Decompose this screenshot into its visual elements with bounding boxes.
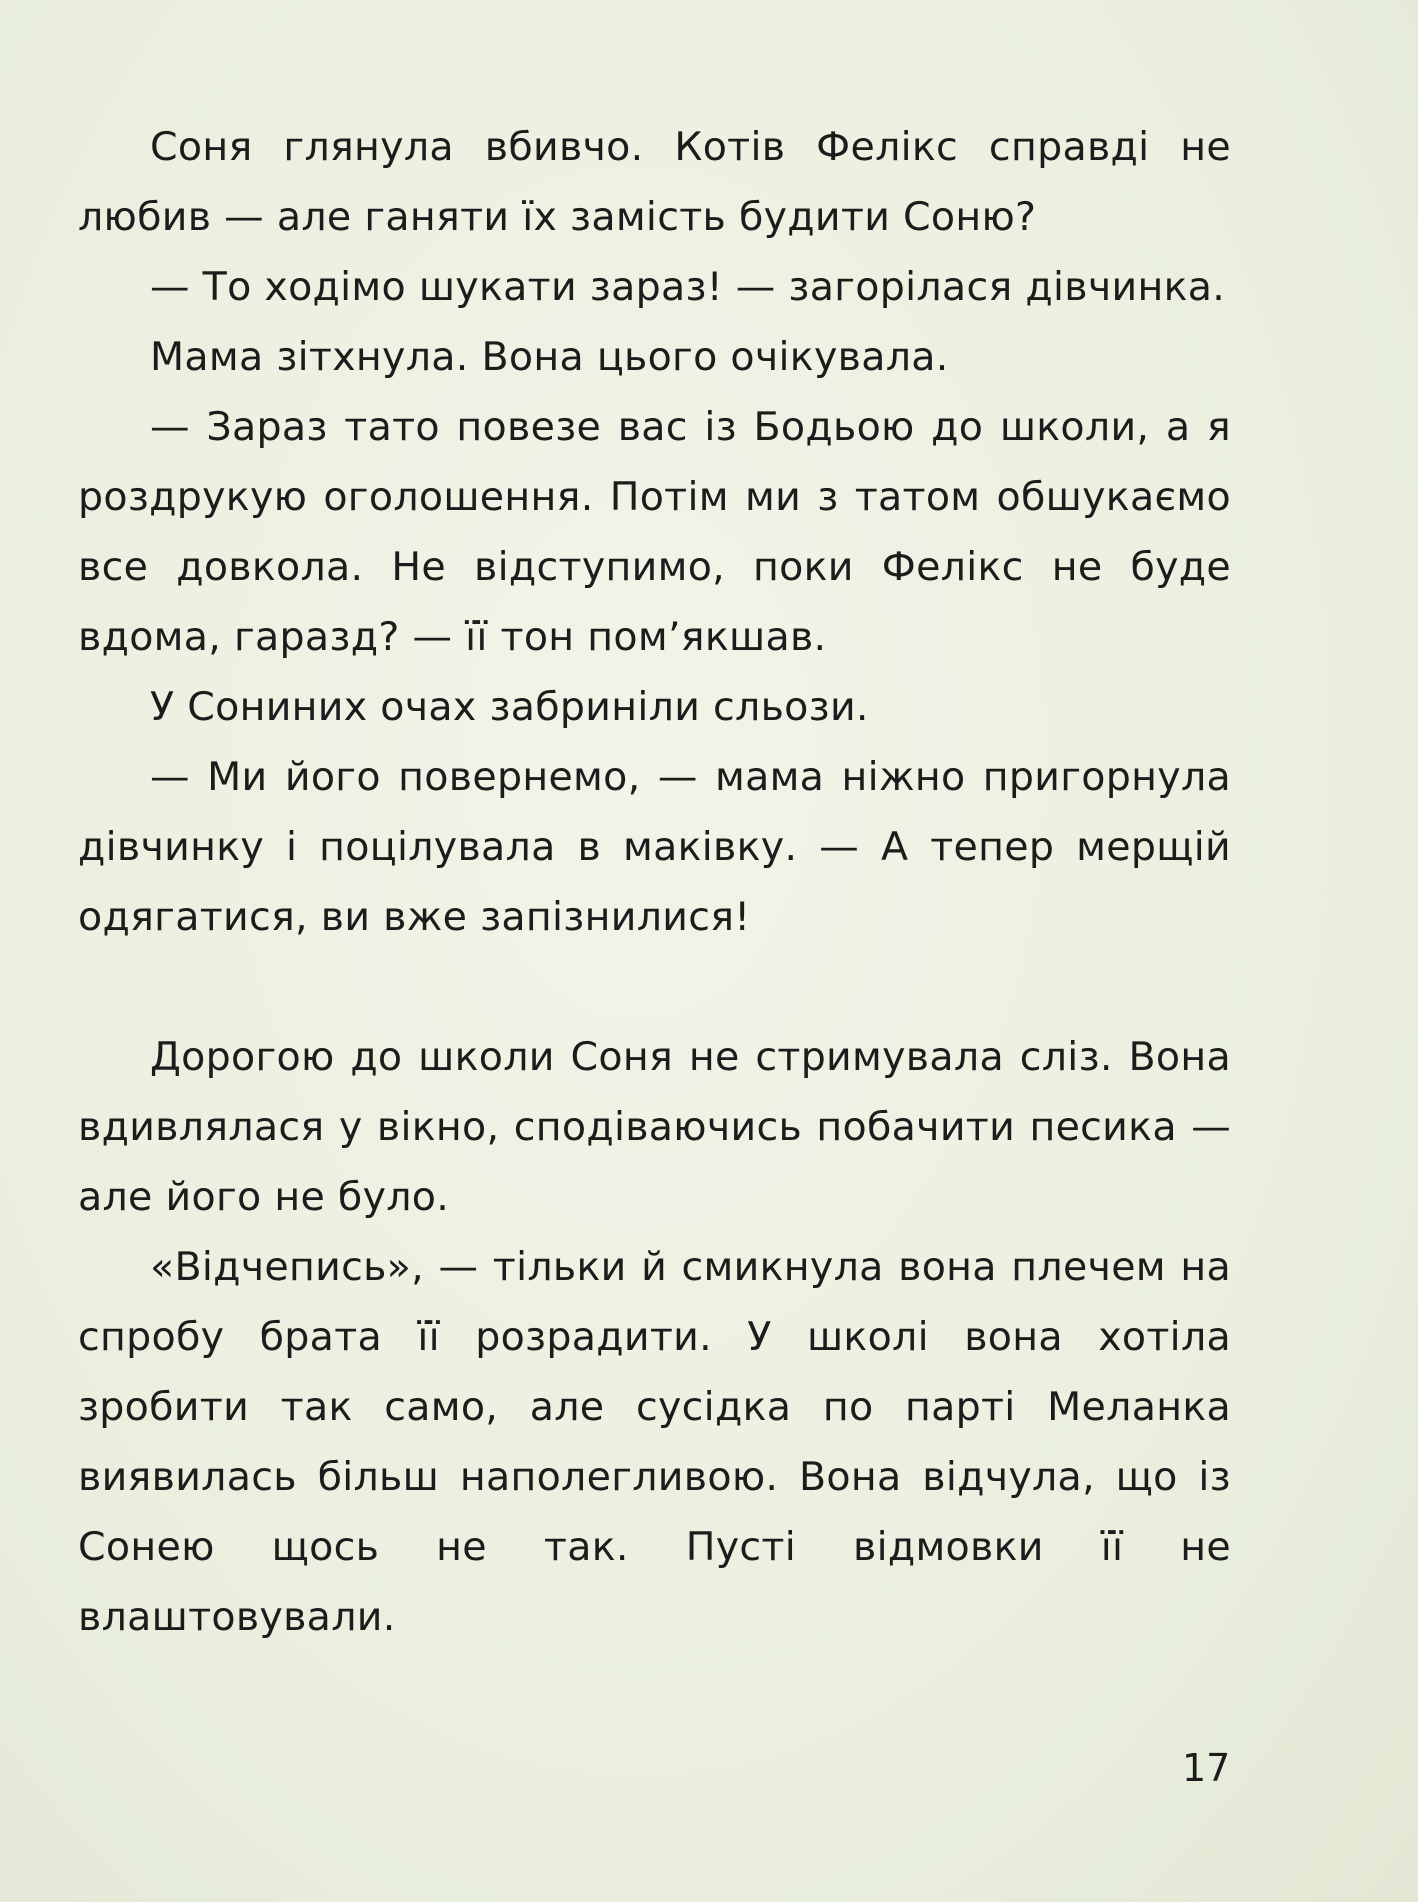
paragraph: Дорогою до школи Соня не стримувала сліз. Вона вдивлялася у вікно, сподіваючись побачити песика — але його не було. xyxy=(78,1034,1231,1220)
paragraph: Соня глянула вбивчо. Котів Фелікс справді не любив — але ганяти їх замість будити Соню? xyxy=(78,124,1231,240)
paragraph: «Відчепись», — тільки й смикнула вона плечем на спробу брата її розрадити. У школі вона хотіла зробити так само, але сусідка по парті Меланка виявилась більш наполегливою. Вона відчула, що із Сонею щось не так. Пусті відмовки її не влаштовували. xyxy=(78,1244,1231,1640)
paragraph: — То ходімо шукати зараз! — загорілася дівчинка. xyxy=(150,264,1226,310)
paragraph: — Ми його повернемо, — мама ніжно пригорнула дівчинку і поцілувала в маківку. — А тепер мерщій одягатися, ви вже запізнилися! xyxy=(78,754,1231,940)
paragraph: У Сониних очах забриніли сльози. xyxy=(150,684,869,730)
page-body xyxy=(78,112,1231,1652)
text-block xyxy=(78,112,1231,1652)
paragraph: — Зараз тато повезе вас із Бодьою до школи, а я роздрукую оголошення. Потім ми з татом обшукаємо все довкола. Не відступимо, поки Фелікс не буде вдома, гаразд? — її тон пом’якшав. xyxy=(78,404,1231,660)
page-number: 17 xyxy=(1182,1746,1231,1790)
paragraph: Мама зітхнула. Вона цього очікувала. xyxy=(150,334,949,380)
